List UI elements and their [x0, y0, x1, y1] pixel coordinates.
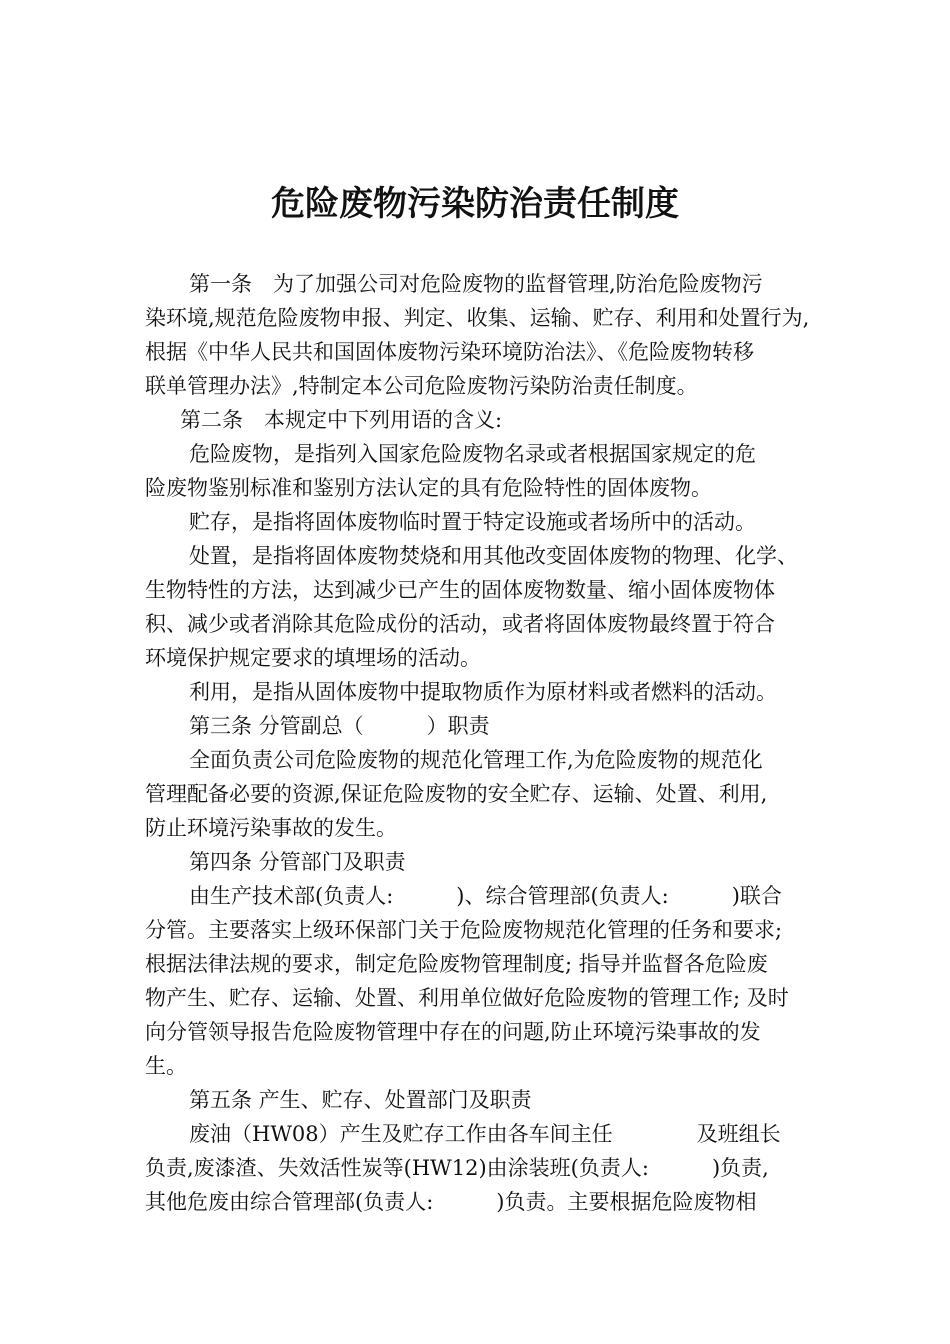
text-line: 向分管领导报告危险废物管理中存在的问题,防止环境污染事故的发 [145, 1020, 761, 1044]
text-line: 第一条 为了加强公司对危险废物的监督管理,防治危险废物污 [189, 272, 763, 296]
text-line: 全面负责公司危险废物的规范化管理工作,为危险废物的规范化 [189, 748, 763, 772]
text-line: 第四条 分管部门及职责 [189, 850, 406, 874]
text-line: 根据法律法规的要求，制定危险废物管理制度; 指导并监督各危险废 [145, 952, 768, 976]
text-line: 分管。主要落实上级环保部门关于危险废物规范化管理的任务和要求; [145, 918, 783, 942]
text-line: 生。 [145, 1054, 187, 1078]
text-line: 积、减少或者消除其危险成份的活动，或者将固体废物最终置于符合 [145, 612, 775, 636]
text-line: 管理配备必要的资源,保证危险废物的安全贮存、运输、处置、利用, [145, 782, 768, 806]
text-line: 环境保护规定要求的填埋场的活动。 [145, 646, 481, 670]
text-line: 险废物鉴别标准和鉴别方法认定的具有危险特性的固体废物。 [145, 476, 712, 500]
text-line: 根据《中华人民共和国固体废物污染环境防治法》、《危险废物转移 [145, 340, 754, 364]
text-line: 贮存，是指将固体废物临时置于特定设施或者场所中的活动。 [189, 510, 756, 534]
document-title: 危险废物污染防治责任制度 [271, 184, 679, 224]
text-line: 防止环境污染事故的发生。 [145, 816, 397, 840]
text-line: 物产生、贮存、运输、处置、利用单位做好危险废物的管理工作; 及时 [145, 986, 789, 1010]
text-line: 第三条 分管副总（ ）职责 [189, 714, 490, 738]
text-line: 生物特性的方法，达到减少已产生的固体废物数量、缩小固体废物体 [145, 578, 775, 602]
text-line: 第五条 产生、贮存、处置部门及职责 [189, 1088, 532, 1112]
text-line: 危险废物，是指列入国家危险废物名录或者根据国家规定的危 [189, 442, 756, 466]
text-line: 染环境,规范危险废物申报、判定、收集、运输、贮存、利用和处置行为, [145, 306, 810, 330]
text-line: 由生产技术部(负责人: )、综合管理部(负责人: )联合 [189, 884, 782, 908]
text-line: 废油（HW08）产生及贮存工作由各车间主任 及班组长 [189, 1122, 781, 1146]
text-line: 其他危废由综合管理部(负责人: )负责。主要根据危险废物相 [145, 1190, 757, 1214]
text-line: 处置，是指将固体废物焚烧和用其他改变固体废物的物理、化学、 [189, 544, 798, 568]
text-line: 负责,废漆渣、失效活性炭等(HW12)由涂装班(负责人: )负责, [145, 1156, 769, 1180]
text-line: 联单管理办法》,特制定本公司危险废物污染防治责任制度。 [145, 374, 698, 398]
text-line: 利用，是指从固体废物中提取物质作为原材料或者燃料的活动。 [189, 680, 777, 704]
text-line: 第二条 本规定中下列用语的含义: [180, 408, 503, 432]
